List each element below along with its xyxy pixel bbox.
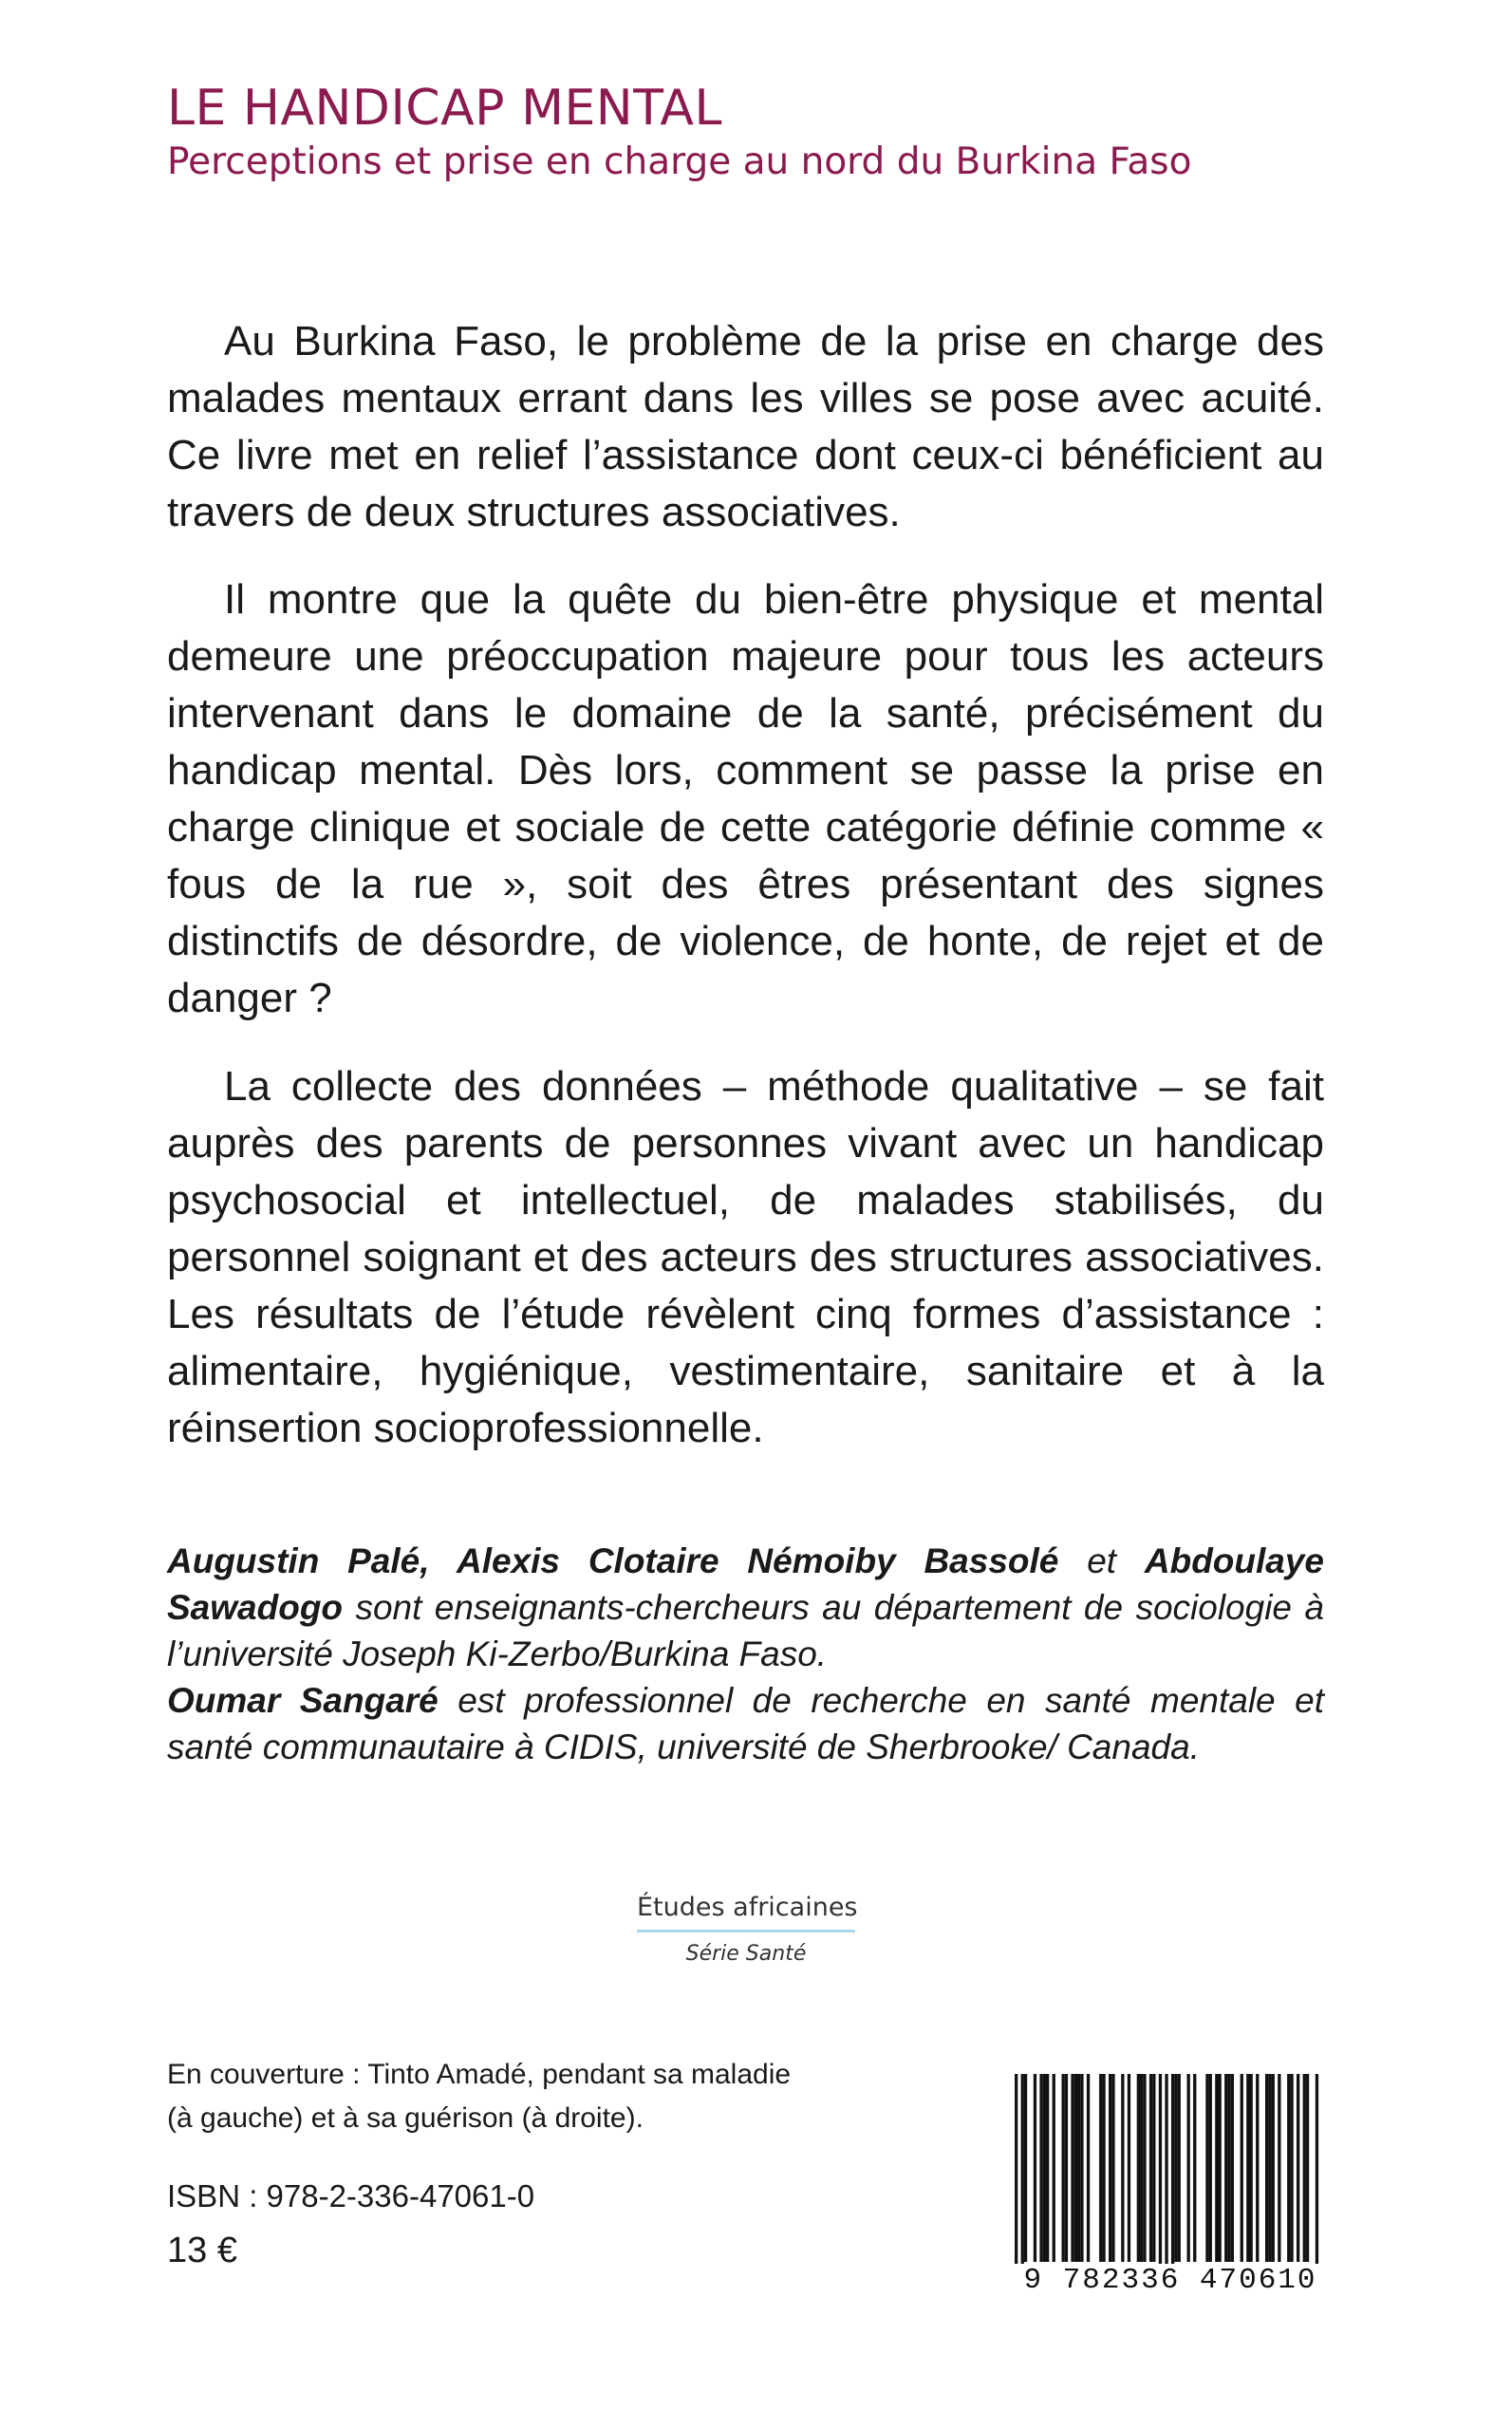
barcode-bar [1215, 2074, 1218, 2262]
barcode-bar [1231, 2074, 1234, 2262]
author-separator: et [1058, 1541, 1145, 1580]
barcode-bar [1265, 2074, 1268, 2262]
barcode-bar [1287, 2074, 1290, 2262]
barcode-bar [1178, 2074, 1181, 2262]
barcode-bar [1102, 2074, 1105, 2262]
cover-credit [167, 2053, 791, 2140]
barcode-bar [1077, 2074, 1080, 2262]
barcode-bar [1159, 2074, 1162, 2278]
barcode-bar [1205, 2074, 1208, 2262]
barcode-bar [1080, 2074, 1083, 2262]
barcode-bar [1143, 2074, 1146, 2262]
author-name: Alexis Clotaire Némoiby Bassolé [456, 1541, 1059, 1580]
barcode-bar [1241, 2074, 1243, 2262]
barcode-bar [1109, 2074, 1111, 2262]
book-title: LE HANDICAP MENTAL [167, 80, 722, 137]
barcode-bar [1065, 2074, 1068, 2262]
series-subtitle: Série Santé [685, 1942, 807, 1966]
barcode-bar [1046, 2074, 1049, 2262]
summary-paragraph-2: Il montre que la quête du bien-être physique et mental demeure une préoccupation majeure pour tous les acteurs intervenant dans le domaine de la santé, précisément du handicap mental. Dès lors, comment se passe la prise en charge clinique et sociale de cette catégorie définie comme « fous de la rue », soit des êtres présentant des signes distinctifs de désordre, de violence, de honte, de rejet et de danger ? [167, 576, 1324, 1021]
cover-credit-line-2: (à gauche) et à sa guérison (à droite). [167, 2102, 644, 2134]
barcode-digits: 9 782336 470610 [1009, 2264, 1332, 2297]
barcode-bar [1111, 2074, 1114, 2262]
barcode-bar [1268, 2074, 1271, 2262]
barcode-bar [1174, 2074, 1177, 2262]
barcode-bar [1171, 2074, 1174, 2278]
barcode-bar [1306, 2074, 1309, 2262]
author-bio-2 [167, 1677, 1324, 1770]
barcode-bar [1193, 2074, 1196, 2262]
barcode-bar [1034, 2074, 1036, 2262]
author-name: Abdoulaye Sawadogo [167, 1541, 1325, 1627]
barcode-bar [1187, 2074, 1190, 2262]
barcode-bar [1278, 2074, 1280, 2262]
barcode-bar [1165, 2074, 1167, 2278]
author-separator: , [420, 1541, 457, 1580]
barcode-bar [1043, 2074, 1046, 2262]
barcode-bar [1140, 2074, 1143, 2262]
author-bio-1 [167, 1538, 1324, 1677]
barcode-bar [1121, 2074, 1124, 2262]
barcode-bar [1250, 2074, 1253, 2262]
barcode-bar [1290, 2074, 1293, 2262]
barcode-bar [1015, 2074, 1017, 2278]
book-subtitle: Perceptions et prise en charge au nord du Burkina Faso [167, 140, 1192, 183]
barcode-bar [1152, 2074, 1155, 2262]
author-description: sont enseignants-chercheurs au département de sociologie à l’université Joseph Ki-Zerbo/Burkina Faso. [167, 1588, 1324, 1673]
summary-paragraph-1: Au Burkina Faso, le problème de la prise en charge des malades mentaux errant dans les villes se pose avec acuité. Ce livre met en relief l’assistance dont ceux-ci bénéficient au travers de deux structures associatives. [167, 318, 1324, 535]
barcode-bar [1137, 2074, 1140, 2262]
barcode-bars [1009, 2074, 1332, 2278]
barcode [1009, 2074, 1332, 2297]
barcode-bar [1316, 2074, 1318, 2278]
cover-credit-line-1: En couverture : Tinto Amadé, pendant sa maladie [167, 2059, 792, 2090]
author-bios [167, 1538, 1324, 1770]
barcode-bar [1021, 2074, 1024, 2278]
barcode-bar [1074, 2074, 1077, 2262]
author-name: Oumar Sangaré [167, 1681, 439, 1720]
series-logo [637, 1893, 858, 1966]
barcode-bar [1099, 2074, 1102, 2262]
barcode-bar [1024, 2074, 1027, 2262]
price: 13 € [167, 2231, 237, 2270]
barcode-bar [1128, 2074, 1130, 2262]
barcode-bar [1149, 2074, 1152, 2262]
barcode-bar [1209, 2074, 1212, 2262]
barcode-bar [1039, 2074, 1042, 2262]
barcode-bar [1303, 2074, 1306, 2262]
author-description: est professionnel de recherche en santé mentale et santé communautaire à CIDIS, université de Sherbrooke/ Canada. [167, 1681, 1324, 1766]
isbn: ISBN : 978-2-336-47061-0 [167, 2178, 535, 2213]
barcode-bar [1071, 2074, 1073, 2262]
barcode-bar [1227, 2074, 1230, 2262]
barcode-bar [1224, 2074, 1227, 2262]
author-name: Augustin Palé [167, 1541, 420, 1580]
barcode-bar [1087, 2074, 1090, 2262]
barcode-bar [1053, 2074, 1055, 2262]
barcode-bar [1256, 2074, 1259, 2262]
barcode-bar [1219, 2074, 1222, 2262]
barcode-bar [1272, 2074, 1275, 2262]
series-name: Études africaines [637, 1893, 855, 1933]
barcode-bar [1246, 2074, 1249, 2262]
barcode-bar [1062, 2074, 1065, 2262]
barcode-bar [1297, 2074, 1299, 2262]
summary-paragraph-3: La collecte des données – méthode qualitative – se fait auprès des parents de personnes vivant avec un handicap psychosocial et intellectuel, de malades stabilisés, du personnel soignant et des acteurs des structures associatives. Les résultats de l’étude révèlent cinq formes d’assistance : alimentaire, hygiénique, vestimentaire, sanitaire et à la réinsertion socioprofessionnelle. [167, 1063, 1324, 1451]
